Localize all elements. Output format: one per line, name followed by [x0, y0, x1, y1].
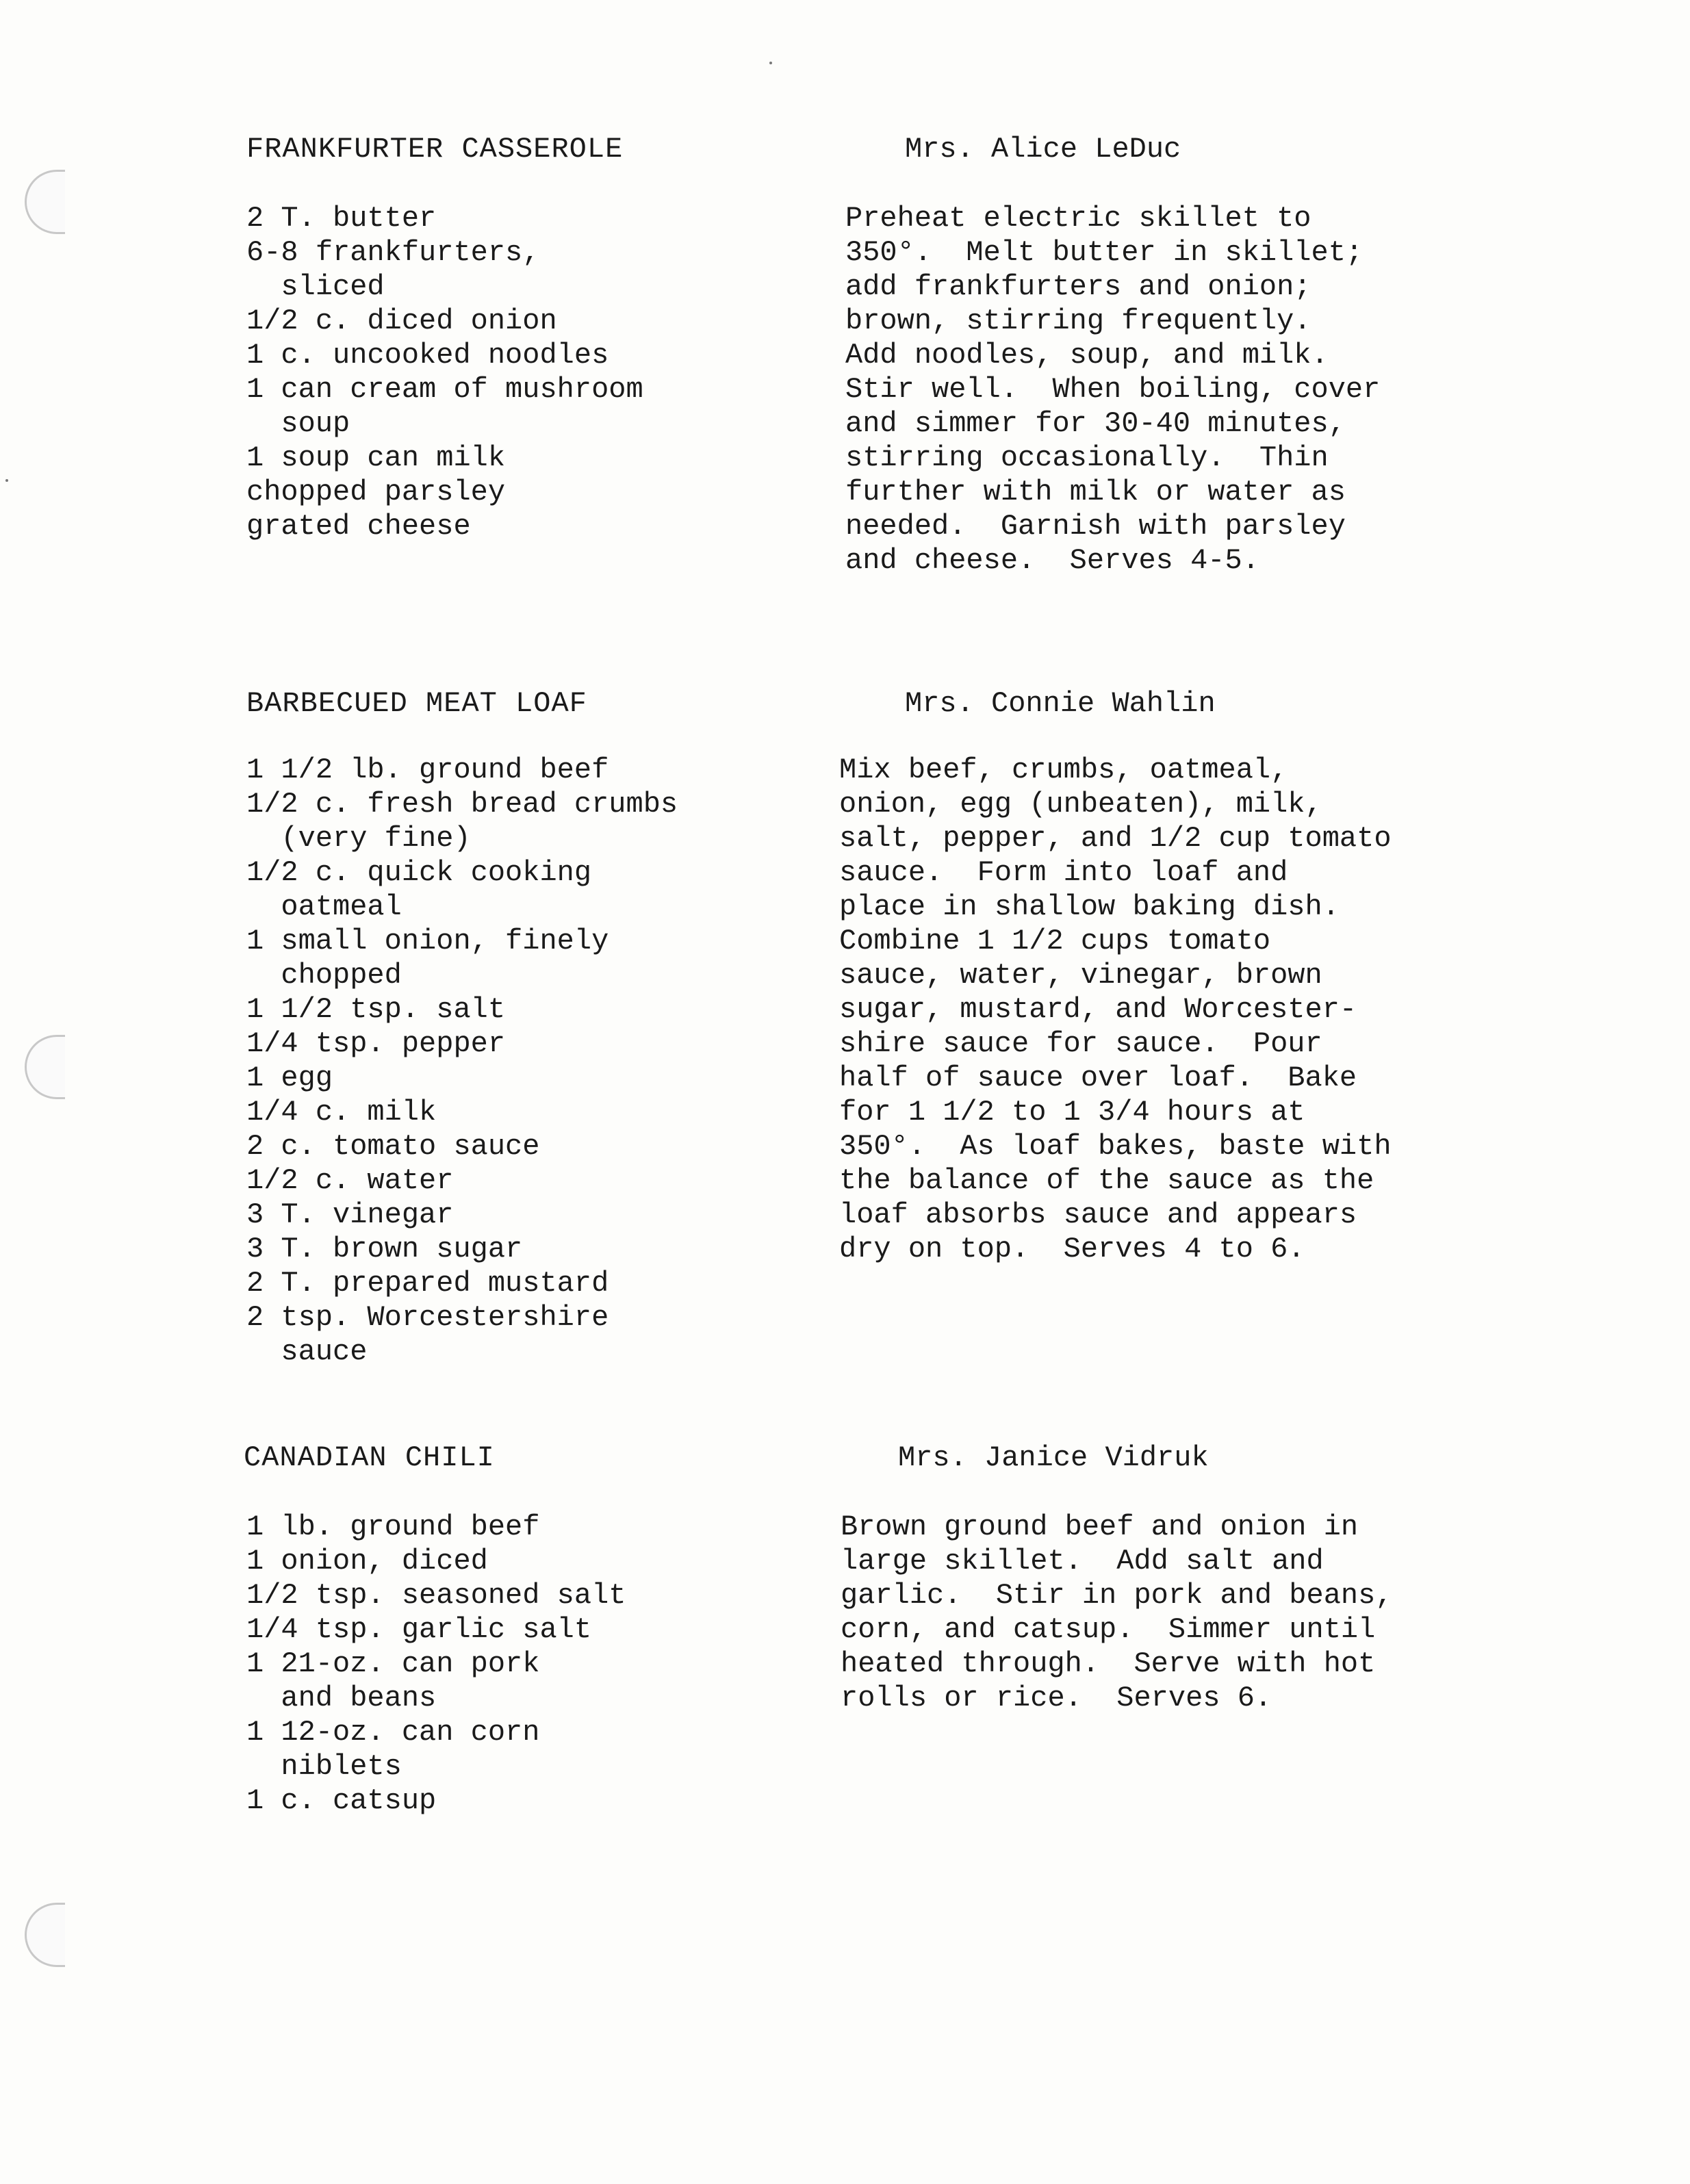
punch-hole-middle — [25, 1035, 65, 1099]
direction-line: large skillet. Add salt and — [841, 1545, 1324, 1578]
directions — [845, 201, 1530, 578]
direction-line: dry on top. Serves 4 to 6. — [839, 1233, 1305, 1266]
direction-line: stirring occasionally. Thin — [845, 441, 1329, 474]
ingredient: 2 c. tomato sauce — [246, 1130, 540, 1163]
recipe-author: Mrs. Connie Wahlin — [905, 687, 1216, 720]
ingredient: 1 small onion, finely — [246, 925, 609, 958]
ingredient: 1/2 c. fresh bread crumbs — [246, 788, 678, 821]
directions — [841, 1510, 1525, 1715]
ingredient: 3 T. brown sugar — [246, 1233, 523, 1266]
direction-line: onion, egg (unbeaten), milk, — [839, 788, 1322, 821]
direction-line: Combine 1 1/2 cups tomato — [839, 925, 1271, 958]
direction-line: garlic. Stir in pork and beans, — [841, 1579, 1393, 1612]
ingredient: grated cheese — [246, 510, 471, 543]
direction-line: sauce, water, vinegar, brown — [839, 959, 1322, 992]
ingredient: chopped parsley — [246, 476, 506, 509]
ingredient: 1 can cream of mushroom — [246, 373, 643, 406]
direction-line: add frankfurters and onion; — [845, 270, 1311, 303]
direction-line: corn, and catsup. Simmer until — [841, 1613, 1376, 1646]
ingredient: 1/4 tsp. pepper — [246, 1027, 506, 1060]
ingredient: 1 soup can milk — [246, 441, 506, 474]
ingredient: chopped — [246, 959, 402, 992]
punch-hole-bottom — [25, 1903, 65, 1967]
direction-line: sugar, mustard, and Worcester- — [839, 993, 1357, 1026]
ingredient-list — [246, 1510, 835, 1818]
recipe-author: Mrs. Alice LeDuc — [905, 133, 1181, 166]
direction-line: Add noodles, soup, and milk. — [845, 339, 1329, 372]
ingredient: 3 T. vinegar — [246, 1198, 454, 1231]
speck — [5, 479, 8, 482]
ingredient-list — [246, 201, 835, 543]
direction-line: rolls or rice. Serves 6. — [841, 1682, 1272, 1714]
direction-line: Brown ground beef and onion in — [841, 1511, 1359, 1543]
ingredient: 1/2 c. diced onion — [246, 305, 557, 337]
ingredient: 1 c. catsup — [246, 1784, 437, 1817]
ingredient: 1 21-oz. can pork — [246, 1647, 540, 1680]
ingredient: sauce — [246, 1335, 368, 1368]
ingredient: 1/4 c. milk — [246, 1096, 437, 1129]
speck — [769, 62, 772, 64]
direction-line: shire sauce for sauce. Pour — [839, 1027, 1322, 1060]
ingredient: 1 egg — [246, 1062, 333, 1094]
ingredient: 1 lb. ground beef — [246, 1511, 540, 1543]
direction-line: sauce. Form into loaf and — [839, 856, 1288, 889]
direction-line: loaf absorbs sauce and appears — [839, 1198, 1357, 1231]
ingredient: oatmeal — [246, 890, 402, 923]
recipe-title: CANADIAN CHILI — [244, 1441, 495, 1474]
recipe-title: BARBECUED MEAT LOAF — [246, 687, 587, 720]
ingredient: 2 T. prepared mustard — [246, 1267, 609, 1300]
direction-line: for 1 1/2 to 1 3/4 hours at — [839, 1096, 1305, 1129]
direction-line: Preheat electric skillet to — [845, 202, 1311, 235]
ingredient: 1 c. uncooked noodles — [246, 339, 609, 372]
direction-line: brown, stirring frequently. — [845, 305, 1311, 337]
ingredient: 1/2 tsp. seasoned salt — [246, 1579, 626, 1612]
ingredient: 1/4 tsp. garlic salt — [246, 1613, 592, 1646]
ingredient: 1/2 c. quick cooking — [246, 856, 592, 889]
direction-line: further with milk or water as — [845, 476, 1346, 509]
ingredient: 6-8 frankfurters, — [246, 236, 540, 269]
recipe-author: Mrs. Janice Vidruk — [898, 1441, 1209, 1474]
direction-line: Stir well. When boiling, cover — [845, 373, 1381, 406]
ingredient: 2 tsp. Worcestershire — [246, 1301, 609, 1334]
ingredient: (very fine) — [246, 822, 471, 855]
ingredient: 1 1/2 lb. ground beef — [246, 754, 609, 786]
ingredient: sliced — [246, 270, 385, 303]
direction-line: salt, pepper, and 1/2 cup tomato — [839, 822, 1392, 855]
direction-line: half of sauce over loaf. Bake — [839, 1062, 1357, 1094]
ingredient: and beans — [246, 1682, 437, 1714]
punch-hole-top — [25, 170, 65, 234]
direction-line: heated through. Serve with hot — [841, 1647, 1376, 1680]
ingredient: soup — [246, 407, 350, 440]
direction-line: Mix beef, crumbs, oatmeal, — [839, 754, 1288, 786]
direction-line: 350°. Melt butter in skillet; — [845, 236, 1363, 269]
direction-line: the balance of the sauce as the — [839, 1164, 1374, 1197]
directions — [839, 753, 1524, 1266]
direction-line: place in shallow baking dish. — [839, 890, 1340, 923]
direction-line: and simmer for 30-40 minutes, — [845, 407, 1346, 440]
recipe-title: FRANKFURTER CASSEROLE — [246, 133, 624, 166]
ingredient-list — [246, 753, 835, 1369]
direction-line: needed. Garnish with parsley — [845, 510, 1346, 543]
ingredient: 1 onion, diced — [246, 1545, 488, 1578]
ingredient: 1 1/2 tsp. salt — [246, 993, 506, 1026]
ingredient: niblets — [246, 1750, 402, 1783]
direction-line: and cheese. Serves 4-5. — [845, 544, 1259, 577]
ingredient: 1 12-oz. can corn — [246, 1716, 540, 1749]
direction-line: 350°. As loaf bakes, baste with — [839, 1130, 1392, 1163]
ingredient: 1/2 c. water — [246, 1164, 454, 1197]
ingredient: 2 T. butter — [246, 202, 437, 235]
